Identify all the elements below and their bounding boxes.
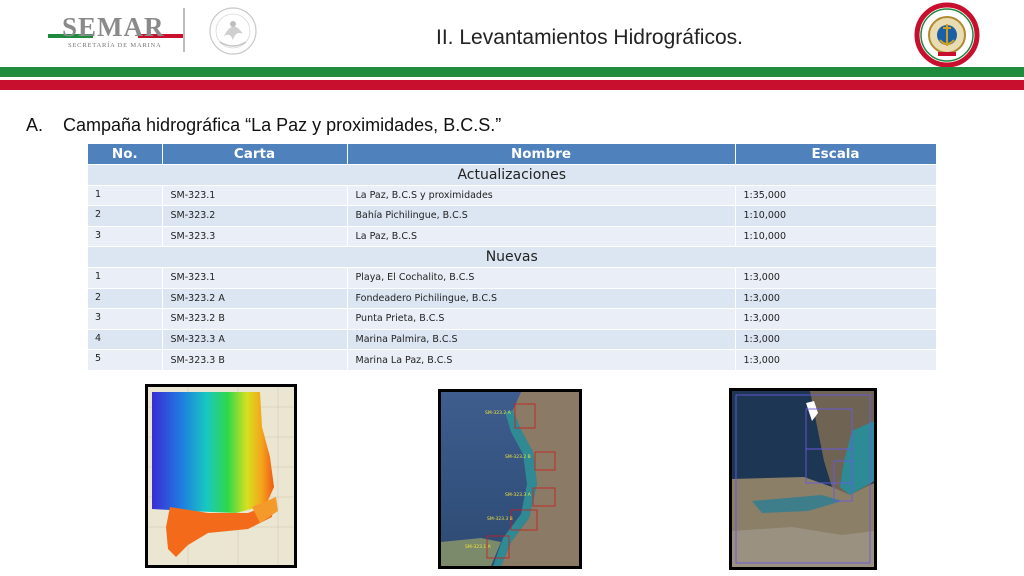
cell-escala: 1:3,000	[735, 268, 936, 289]
mexico-seal-icon	[200, 4, 266, 56]
header-no: No.	[88, 144, 162, 164]
cell-carta: SM-323.1	[162, 185, 347, 206]
cell-nombre: Marina Palmira, B.C.S	[347, 329, 735, 350]
section-title: Nuevas	[88, 247, 936, 268]
section-subtitle	[26, 115, 501, 136]
table-row	[88, 288, 936, 309]
subtitle-text: Campaña hidrográfica “La Paz y proximidades, B.C.S.”	[63, 115, 502, 135]
header-green-stripe	[0, 67, 1024, 77]
header-escala: Escala	[735, 144, 936, 164]
table-row	[88, 226, 936, 247]
map-label: SM-323.3 A	[505, 493, 531, 498]
map-label: SM-323.2 B	[505, 455, 531, 460]
header-nombre: Nombre	[347, 144, 735, 164]
cell-escala: 1:3,000	[735, 329, 936, 350]
table-header-row	[88, 144, 936, 164]
table-row	[88, 309, 936, 330]
cell-carta: SM-323.3 A	[162, 329, 347, 350]
satellite-chart-index-image	[438, 389, 582, 569]
table-row	[88, 206, 936, 227]
bathymetry-map-image	[145, 384, 297, 568]
cell-nombre: Punta Prieta, B.C.S	[347, 309, 735, 330]
section-row-actualizaciones	[88, 164, 936, 185]
cell-nombre: La Paz, B.C.S	[347, 226, 735, 247]
cell-no: 2	[88, 288, 162, 309]
semar-wordmark: SEMAR	[62, 12, 165, 42]
cell-escala: 1:3,000	[735, 309, 936, 330]
map-label: SM-323.2 A	[485, 411, 511, 416]
cell-carta: SM-323.2	[162, 206, 347, 227]
cell-escala: 1:10,000	[735, 226, 936, 247]
cell-carta: SM-323.2 A	[162, 288, 347, 309]
charts-table	[88, 144, 937, 370]
cell-no: 3	[88, 226, 162, 247]
cell-escala: 1:3,000	[735, 288, 936, 309]
cell-no: 1	[88, 268, 162, 289]
cell-carta: SM-323.3	[162, 226, 347, 247]
cell-nombre: La Paz, B.C.S y proximidades	[347, 185, 735, 206]
cell-escala: 1:35,000	[735, 185, 936, 206]
page-title: II. Levantamientos Hidrográficos.	[436, 26, 743, 49]
table-row	[88, 268, 936, 289]
semar-subtitle: SECRETARÍA DE MARINA	[68, 42, 162, 49]
cell-no: 5	[88, 350, 162, 371]
cell-no: 3	[88, 309, 162, 330]
header-carta: Carta	[162, 144, 347, 164]
cell-nombre: Marina La Paz, B.C.S	[347, 350, 735, 371]
table-row	[88, 329, 936, 350]
cell-nombre: Fondeadero Pichilingue, B.C.S	[347, 288, 735, 309]
table-row	[88, 185, 936, 206]
cell-carta: SM-323.3 B	[162, 350, 347, 371]
section-row-nuevas	[88, 247, 936, 268]
table-row	[88, 350, 936, 371]
cell-nombre: Playa, El Cochalito, B.C.S	[347, 268, 735, 289]
subtitle-letter: A.	[26, 115, 44, 135]
cell-carta: SM-323.2 B	[162, 309, 347, 330]
map-label: SM-323.3 B	[487, 517, 513, 522]
cell-carta: SM-323.1	[162, 268, 347, 289]
cell-no: 2	[88, 206, 162, 227]
map-label: SM-323.1 A	[465, 545, 491, 550]
semar-logo	[48, 10, 183, 52]
cell-nombre: Bahía Pichilingue, B.C.S	[347, 206, 735, 227]
cell-no: 4	[88, 329, 162, 350]
section-title: Actualizaciones	[88, 164, 936, 185]
cell-escala: 1:10,000	[735, 206, 936, 227]
cell-no: 1	[88, 185, 162, 206]
header-divider	[183, 8, 185, 52]
satellite-update-index-image	[729, 388, 877, 570]
armada-seal-icon	[912, 2, 982, 68]
cell-escala: 1:3,000	[735, 350, 936, 371]
header-red-stripe	[0, 80, 1024, 90]
